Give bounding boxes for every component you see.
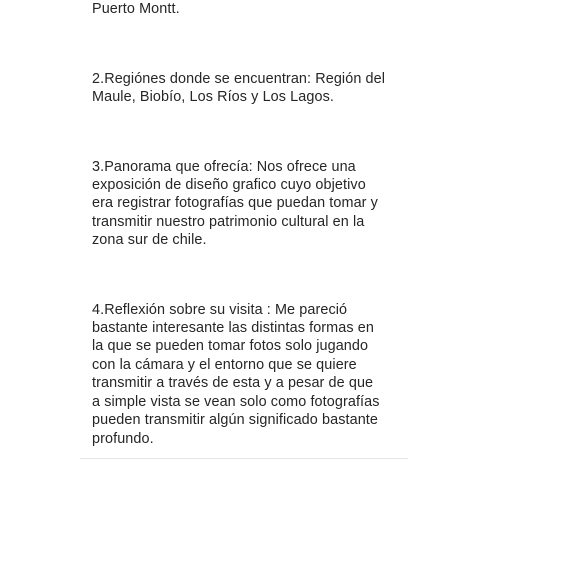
paragraph-panorama: 3.Panorama que ofrecía: Nos ofrece una exposición de diseño grafico cuyo objetivo era registrar fotografías que puedan tomar y transmitir nuestro patrimonio cultural en la zona sur de chile.	[92, 158, 378, 249]
paragraph-regions: 2.Regiónes donde se encuentran: Región del Maule, Biobío, Los Ríos y Los Lagos.	[92, 70, 386, 106]
paragraph-cities: Puerto Montt.	[92, 1, 180, 18]
paragraph-spacer	[92, 250, 392, 301]
paragraph-spacer	[92, 19, 392, 70]
paragraph-spacer	[92, 107, 392, 158]
page-divider	[80, 458, 408, 459]
paragraph-reflection: 4.Reflexión sobre su visita : Me pareció bastante interesante las distintas formas en la que se pueden tomar fotos solo jugando con la cámara y el entorno que se quiere transmitir a través de esta y a pesar de que a simple vista se vean solo como fotografías pueden transmitir algún significado bastante profundo.	[92, 301, 380, 447]
document-content	[92, 0, 392, 448]
